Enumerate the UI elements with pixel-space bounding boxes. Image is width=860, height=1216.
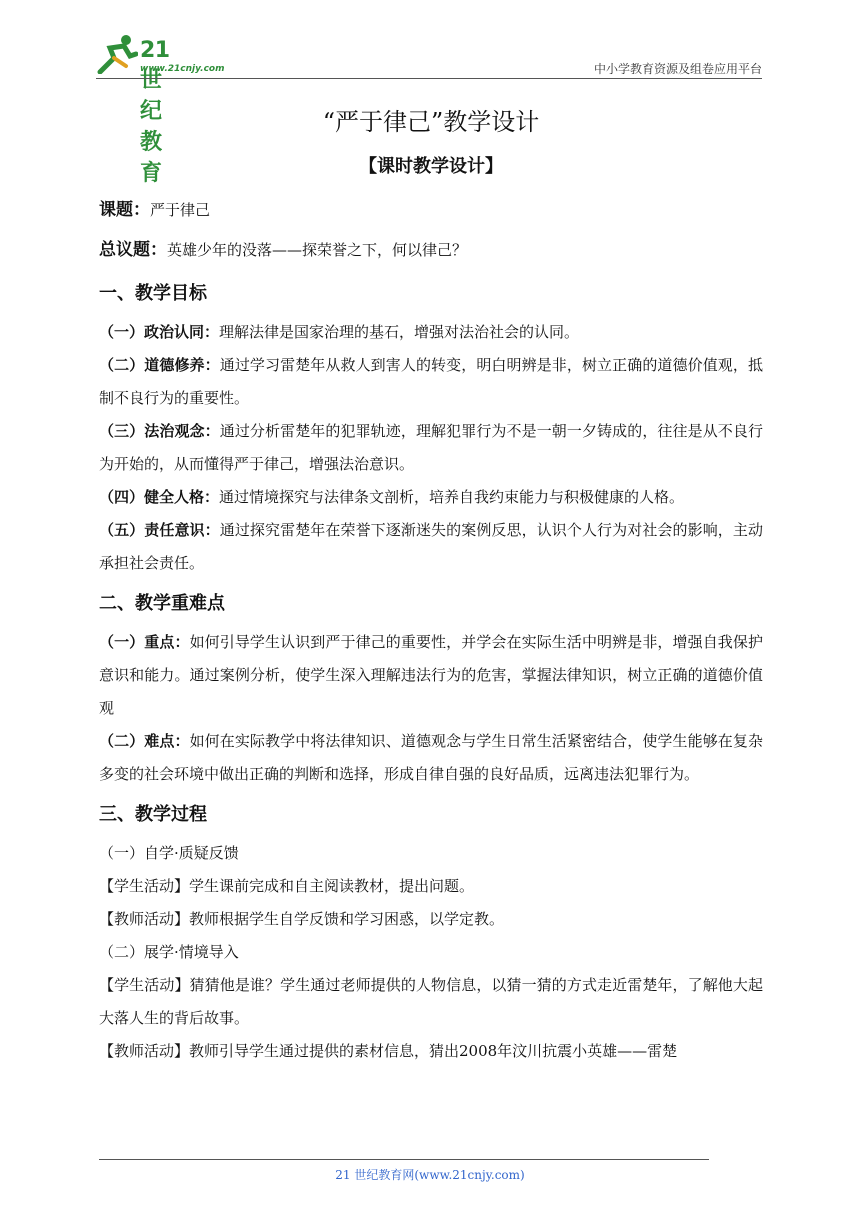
process-line: 【教师活动】教师根据学生自学反馈和学习困惑，以学定教。 [99,910,505,928]
topic-line [99,190,763,230]
objective-text: 通过情境探究与法律条文剖析，培养自我约束能力与积极健康的人格。 [219,488,685,506]
process-line: （二）展学·情境导入 [99,943,239,961]
process-line: （一）自学·质疑反馈 [99,844,239,862]
objective-item [99,514,763,580]
key-point-text: 如何引导学生认识到严于律己的重要性，并学会在实际生活中明辨是非，增强自我保护意识和能力。通过案例分析，使学生深入理解违法行为的危害，掌握法律知识，树立正确的道德价值观 [99,633,763,717]
key-point-item [99,725,763,791]
objective-label: （二）道德修养： [99,356,220,374]
key-point-label: （一）重点： [99,633,190,651]
topic-label: 课题： [99,200,150,220]
logo-title: 21世纪教育 [140,38,170,186]
section-heading-process: 三、教学过程 [99,804,207,825]
section-heading-objectives: 一、教学目标 [99,283,207,304]
document-body [99,104,763,1068]
logo-url: www.21cnjy.com [140,64,225,74]
key-point-item [99,626,763,725]
site-logo [96,34,225,186]
objective-label: （四）健全人格： [99,488,220,506]
objective-text: 通过探究雷楚年在荣誉下逐渐迷失的案例反思，认识个人行为对社会的影响，主动承担社会责任。 [99,521,763,572]
key-point-text: 如何在实际教学中将法律知识、道德观念与学生日常生活紧密结合，使学生能够在复杂多变的社会环境中做出正确的判断和选择，形成自律自强的良好品质，远离违法犯罪行为。 [99,732,763,783]
objective-text: 通过学习雷楚年从救人到害人的转变，明白明辨是非，树立正确的道德价值观，抵制不良行为的重要性。 [99,356,763,407]
document-title: “严于律己”教学设计 [322,108,540,136]
runner-logo-icon [96,34,138,74]
footer-link[interactable]: 21 世纪教育网(www.21cnjy.com) [335,1168,525,1182]
objective-text: 理解法律是国家治理的基石，增强对法治社会的认同。 [219,323,580,341]
process-line: 【学生活动】猜猜他是谁？学生通过老师提供的人物信息，以猜一猜的方式走近雷楚年，了解他大起大落人生的背后故事。 [99,976,763,1027]
question-value: 英雄少年的没落——探荣誉之下，何以律己？ [167,241,468,259]
objective-text: 通过分析雷楚年的犯罪轨迹，理解犯罪行为不是一朝一夕铸成的，往往是从不良行为开始的，从而懂得严于律己，增强法治意识。 [99,422,763,473]
objective-label: （一）政治认同： [99,323,220,341]
objective-item [99,316,763,349]
platform-name: 中小学教育资源及组卷应用平台 [593,62,762,76]
question-label: 总议题： [99,240,167,260]
objective-item [99,349,763,415]
key-point-label: （二）难点： [99,732,190,750]
document-subtitle: 【课时教学设计】 [359,156,503,177]
objective-item [99,481,763,514]
question-line [99,230,763,270]
footer-divider [99,1159,709,1160]
objective-label: （五）责任意识： [99,521,220,539]
topic-value: 严于律己 [150,201,211,219]
section-heading-key-points: 二、教学重难点 [99,593,225,614]
objective-label: （三）法治观念： [99,422,220,440]
objective-item [99,415,763,481]
header-divider [96,78,762,79]
process-line: 【教师活动】教师引导学生通过提供的素材信息，猜出2008年汶川抗震小英雄——雷楚 [99,1042,678,1060]
process-line: 【学生活动】学生课前完成和自主阅读教材，提出问题。 [99,877,475,895]
